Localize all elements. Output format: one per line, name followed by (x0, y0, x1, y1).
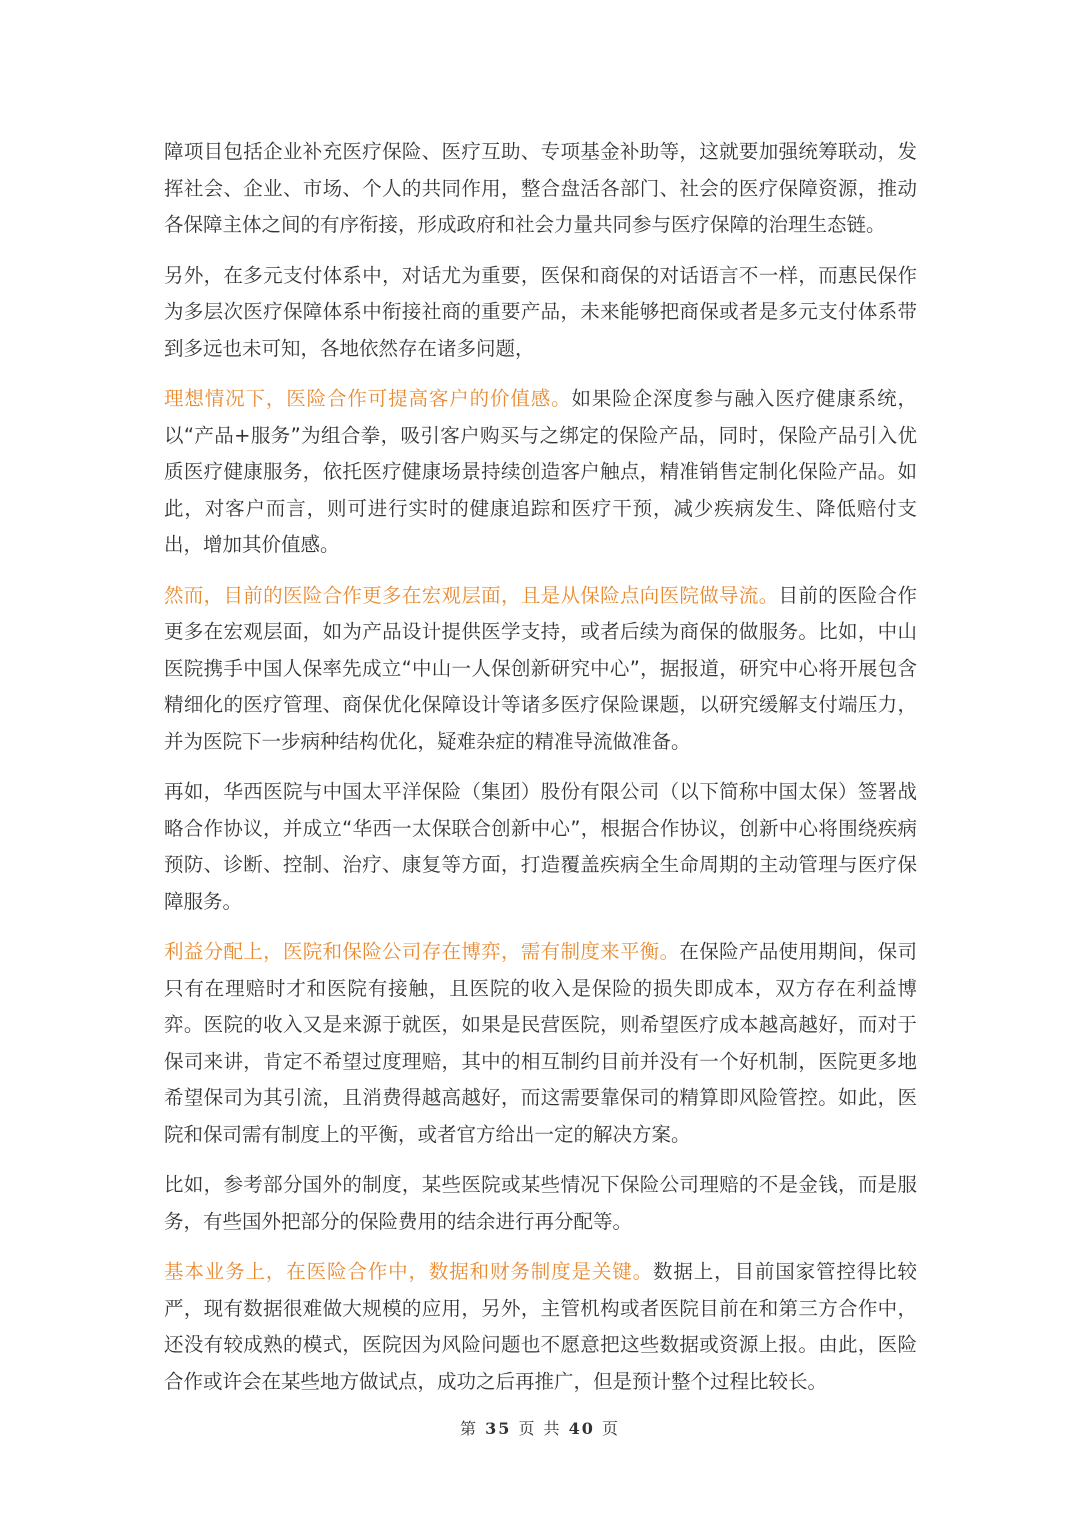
paragraph-1-text: 障项目包括企业补充医疗保险、医疗互助、专项基金补助等，这就要加强统筹联动，发挥社会、企业、市场、个人的共同作用，整合盘活各部门、社会的医疗保障资源，推动各保障主体之间的有序衔接，形成政府和社会力量共同参与医疗保障的治理生态链。 (164, 140, 917, 236)
paragraph-6 (164, 934, 917, 1153)
paragraph-2 (164, 258, 917, 368)
paragraph-2-text: 另外，在多元支付体系中，对话尤为重要，医保和商保的对话语言不一样，而惠民保作为多层次医疗保障体系中衔接社商的重要产品，未来能够把商保或者是多元支付体系带到多远也未可知，各地依然存在诸多问题， (164, 263, 917, 360)
paragraph-3-text: 如果险企深度参与融入医疗健康系统，以“产品+服务”为组合拳，吸引客户购买与之绑定的保险产品，同时，保险产品引入优质医疗健康服务，依托医疗健康场景持续创造客户触点，精准销售定制化保险产品。如此，对客户而言，则可进行实时的健康追踪和医疗干预，减少疾病发生、降低赔付支出，增加其价值感。 (164, 387, 917, 556)
paragraph-5 (164, 774, 917, 920)
paragraph-4-text: 目前的医险合作更多在宏观层面，如为产品设计提供医学支持，或者后续为商保的做服务。比如，中山医院携手中国人保率先成立“中山一人保创新研究中心”，据报道，研究中心将开展包含精细化的医疗管理、商保优化保障设计等诸多医疗保险课题，以研究缓解支付端压力，并为医院下一步病种结构优化，疑难杂症的精准导流做准备。 (164, 583, 917, 753)
paragraph-3-lead: 理想情况下，医险合作可提高客户的价值感。 (164, 387, 572, 410)
paragraph-8-text: 数据上，目前国家管控得比较严，现有数据很难做大规模的应用，另外，主管机构或者医院目前在和第三方合作中，还没有较成熟的模式，医院因为风险问题也不愿意把这些数据或资源上报。由此，医险合作或许会在某些地方做试点，成功之后再推广，但是预计整个过程比较长。 (164, 1260, 917, 1393)
total-page-count: 40 (568, 1419, 595, 1438)
paragraph-3 (164, 381, 917, 564)
page-prefix: 第 (459, 1419, 478, 1438)
page-suffix: 页 (602, 1419, 621, 1438)
paragraph-4-lead: 然而，目前的医险合作更多在宏观层面，且是从保险点向医院做导流。 (164, 583, 779, 607)
paragraph-4 (164, 578, 917, 761)
paragraph-7-text: 比如，参考部分国外的制度，某些医院或某些情况下保险公司理赔的不是金钱，而是服务，有些国外把部分的保险费用的结余进行再分配等。 (164, 1173, 917, 1233)
paragraph-5-text: 再如，华西医院与中国太平洋保险（集团）股份有限公司（以下简称中国太保）签署战略合作协议，并成立“华西一太保联合创新中心”，根据合作协议，创新中心将围绕疾病预防、诊断、控制、治疗、康复等方面，打造覆盖疾病全生命周期的主动管理与医疗保障服务。 (164, 780, 917, 913)
document-body (164, 134, 917, 1414)
paragraph-1 (164, 134, 917, 244)
page-number-footer (0, 1416, 1080, 1439)
page-middle: 页 共 (518, 1419, 562, 1438)
paragraph-8-lead: 基本业务上，在医险合作中，数据和财务制度是关键。 (164, 1260, 653, 1283)
paragraph-6-text: 在保险产品使用期间，保司只有在理赔时才和医院有接触，且医院的收入是保险的损失即成本，双方存在利益博弈。医院的收入又是来源于就医，如果是民营医院，则希望医疗成本越高越好，而对于保司来讲，肯定不希望过度理赔，其中的相互制约目前并没有一个好机制，医院更多地希望保司为其引流，且消费得越高越好，而这需要靠保司的精算即风险管控。如此，医院和保司需有制度上的平衡，或者官方给出一定的解决方案。 (164, 940, 917, 1146)
current-page-number: 35 (485, 1419, 512, 1438)
paragraph-6-lead: 利益分配上，医院和保险公司存在博弈，需有制度来平衡。 (164, 940, 680, 963)
paragraph-7 (164, 1167, 917, 1240)
paragraph-8 (164, 1254, 917, 1400)
